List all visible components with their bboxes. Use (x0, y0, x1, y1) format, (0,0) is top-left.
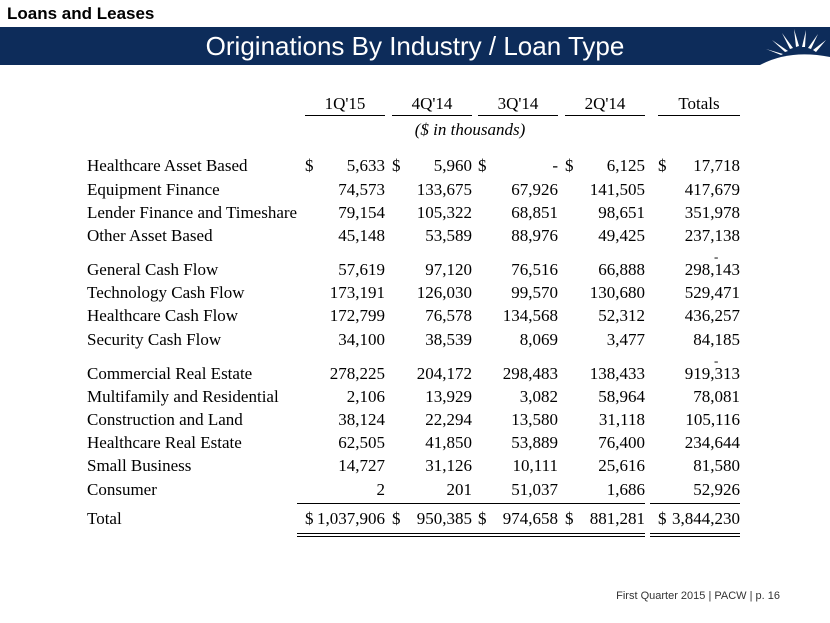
cell-value: 31,126 (425, 456, 472, 475)
currency-symbol: $ (305, 156, 314, 175)
table-cell (478, 433, 558, 457)
cell-value: 78,081 (693, 387, 740, 406)
table-cell (392, 509, 472, 533)
table-cell (392, 364, 472, 388)
cell-value: 298,143 (684, 260, 740, 279)
cell-value: 68,851 (511, 203, 558, 222)
table-row (0, 364, 830, 388)
cell-value: 2,106 (346, 387, 385, 406)
table-cell (392, 260, 472, 284)
cell-value: 3,082 (519, 387, 558, 406)
table-cell (392, 226, 472, 250)
cell-value: 5,633 (346, 156, 385, 175)
table-cell (392, 203, 472, 227)
total-double-rule (470, 536, 558, 537)
cell-value: 98,651 (598, 203, 645, 222)
table-cell (658, 410, 740, 434)
currency-symbol: $ (565, 156, 574, 175)
cell-value: 25,616 (598, 456, 645, 475)
cell-value: 6,125 (606, 156, 645, 175)
row-label: Small Business (87, 456, 192, 475)
subtotal-rule (650, 503, 740, 504)
cell-value: 974,658 (502, 509, 558, 528)
subtotal-rule (557, 503, 645, 504)
table-cell (658, 226, 740, 250)
cell-value: 49,425 (598, 226, 645, 245)
table-cell (478, 456, 558, 480)
table-cell (305, 433, 385, 457)
cell-value: 278,225 (329, 364, 385, 383)
cell-value: 76,578 (425, 306, 472, 325)
cell-value: 417,679 (684, 180, 740, 199)
table-cell (565, 283, 645, 307)
row-label: Equipment Finance (87, 180, 220, 199)
table-cell (392, 456, 472, 480)
cell-value: 950,385 (416, 509, 472, 528)
cell-value: 204,172 (416, 364, 472, 383)
total-double-rule (650, 533, 740, 534)
table-cell (565, 306, 645, 330)
table-cell (478, 156, 558, 180)
total-double-rule (384, 533, 472, 534)
cell-value: 105,116 (685, 410, 740, 429)
header-underline (392, 115, 472, 116)
cell-value: 5,960 (433, 156, 472, 175)
cell-value: 74,573 (338, 180, 385, 199)
table-cell (565, 330, 645, 354)
cell-value: 57,619 (338, 260, 385, 279)
table-cell (305, 283, 385, 307)
units-note: ($ in thousands) (414, 120, 526, 139)
header-underline (658, 115, 740, 116)
row-label: Commercial Real Estate (87, 364, 253, 383)
cell-value: 881,281 (589, 509, 645, 528)
table-cell (305, 330, 385, 354)
total-row (0, 509, 830, 533)
row-label: Other Asset Based (87, 226, 213, 245)
cell-value: 67,926 (511, 180, 558, 199)
header-underline (478, 115, 558, 116)
table-cell (392, 156, 472, 180)
total-double-rule (470, 533, 558, 534)
cell-value: 8,069 (519, 330, 558, 349)
table-cell (658, 364, 740, 388)
table-cell (658, 387, 740, 411)
table-cell (658, 156, 740, 180)
table-row (0, 156, 830, 180)
section-label: Loans and Leases (7, 4, 155, 23)
cell-value: 45,148 (338, 226, 385, 245)
table-cell (305, 364, 385, 388)
table-cell (658, 180, 740, 204)
table-row (0, 260, 830, 284)
cell-value: 234,644 (684, 433, 740, 452)
table-cell (478, 509, 558, 533)
table-row (0, 330, 830, 354)
stray-mark: - (714, 353, 719, 368)
cell-value: 76,516 (511, 260, 558, 279)
row-label: Lender Finance and Timeshare (87, 203, 298, 222)
subtotal-rule (297, 503, 385, 504)
col-header-3q14: 3Q'14 (497, 94, 539, 113)
table-cell (658, 509, 740, 533)
table-cell (478, 203, 558, 227)
row-label: Construction and Land (87, 410, 243, 429)
row-label: General Cash Flow (87, 260, 219, 279)
table-cell (565, 364, 645, 388)
cell-value: 52,312 (598, 306, 645, 325)
cell-value: 41,850 (425, 433, 472, 452)
cell-value: 919,313 (684, 364, 740, 383)
cell-value: 13,929 (425, 387, 472, 406)
cell-value: 298,483 (502, 364, 558, 383)
cell-value: 31,118 (598, 410, 645, 429)
cell-value: 51,037 (511, 480, 558, 499)
table-cell (305, 180, 385, 204)
table-cell (565, 410, 645, 434)
row-label: Healthcare Cash Flow (87, 306, 239, 325)
col-header-4q14: 4Q'14 (411, 94, 453, 113)
table-cell (658, 260, 740, 284)
row-label: Healthcare Asset Based (87, 156, 248, 175)
cell-value: 105,322 (416, 203, 472, 222)
cell-value: 1,686 (606, 480, 645, 499)
total-double-rule (384, 536, 472, 537)
table-cell (565, 509, 645, 533)
table-cell (658, 480, 740, 504)
table-cell (305, 410, 385, 434)
cell-value: 53,889 (511, 433, 558, 452)
table-cell (392, 180, 472, 204)
table-cell (658, 203, 740, 227)
table-cell (305, 456, 385, 480)
cell-value: 130,680 (589, 283, 645, 302)
cell-value: 134,568 (502, 306, 558, 325)
header-underline (565, 115, 645, 116)
page-title: Originations By Industry / Loan Type (205, 31, 625, 61)
col-header-2q14: 2Q'14 (584, 94, 626, 113)
table-row (0, 410, 830, 434)
cell-value: 52,926 (693, 480, 740, 499)
table-cell (305, 387, 385, 411)
table-cell (658, 330, 740, 354)
table-cell (305, 156, 385, 180)
table-cell (392, 480, 472, 504)
cell-value: 99,570 (511, 283, 558, 302)
table-cell (478, 364, 558, 388)
row-label: Technology Cash Flow (87, 283, 245, 302)
table-cell (392, 387, 472, 411)
cell-value: 3,477 (606, 330, 645, 349)
row-label: Security Cash Flow (87, 330, 222, 349)
title-banner (0, 27, 830, 65)
table-row (0, 387, 830, 411)
cell-value: 22,294 (425, 410, 472, 429)
currency-symbol: $ (392, 509, 401, 528)
subtotal-rule (470, 503, 558, 504)
cell-value: 351,978 (684, 203, 740, 222)
table-cell (478, 283, 558, 307)
table-cell (478, 387, 558, 411)
cell-value: 66,888 (598, 260, 645, 279)
cell-value: 58,964 (598, 387, 645, 406)
cell-value: 2 (376, 480, 385, 499)
table-cell (392, 306, 472, 330)
cell-value: 133,675 (416, 180, 472, 199)
total-double-rule (557, 536, 645, 537)
table-cell (565, 456, 645, 480)
table-row (0, 480, 830, 504)
table-cell (392, 410, 472, 434)
table-cell (478, 306, 558, 330)
total-double-rule (297, 533, 385, 534)
table-cell (658, 433, 740, 457)
row-label: Total (87, 509, 122, 528)
table-cell (305, 509, 385, 533)
table-cell (392, 283, 472, 307)
cell-value: 138,433 (589, 364, 645, 383)
table-cell (392, 330, 472, 354)
currency-symbol: $ (478, 156, 487, 175)
table-cell (565, 156, 645, 180)
cell-value: 34,100 (338, 330, 385, 349)
total-double-rule (650, 536, 740, 537)
row-label: Healthcare Real Estate (87, 433, 242, 452)
col-header-1q15: 1Q'15 (324, 94, 366, 113)
table-cell (478, 260, 558, 284)
cell-value: 201 (446, 480, 472, 499)
currency-symbol: $ (658, 509, 667, 528)
table-row (0, 283, 830, 307)
cell-value: 97,120 (425, 260, 472, 279)
cell-value: 38,124 (338, 410, 385, 429)
cell-value: - (552, 156, 558, 175)
cell-value: 79,154 (338, 203, 385, 222)
total-double-rule (557, 533, 645, 534)
stray-mark: - (714, 249, 719, 264)
table-cell (478, 330, 558, 354)
table-cell (565, 260, 645, 284)
currency-symbol: $ (478, 509, 487, 528)
cell-value: 17,718 (693, 156, 740, 175)
table-cell (478, 180, 558, 204)
cell-value: 14,727 (338, 456, 385, 475)
table-row (0, 306, 830, 330)
starburst-logo-icon (750, 27, 830, 65)
cell-value: 53,589 (425, 226, 472, 245)
table-cell (305, 260, 385, 284)
footer: First Quarter 2015 | PACW | p. 16 (616, 590, 780, 602)
cell-value: 13,580 (511, 410, 558, 429)
cell-value: 529,471 (684, 283, 740, 302)
cell-value: 38,539 (425, 330, 472, 349)
table-cell (305, 203, 385, 227)
table-cell (478, 410, 558, 434)
table-row (0, 203, 830, 227)
cell-value: 81,580 (693, 456, 740, 475)
table-row (0, 226, 830, 250)
table-cell (565, 480, 645, 504)
table-cell (565, 180, 645, 204)
cell-value: 3,844,230 (672, 509, 740, 528)
table-cell (305, 480, 385, 504)
col-header-totals: Totals (678, 94, 720, 113)
table-cell (478, 226, 558, 250)
table-cell (478, 480, 558, 504)
table-cell (565, 433, 645, 457)
currency-symbol: $ (565, 509, 574, 528)
table-cell (658, 306, 740, 330)
cell-value: 10,111 (512, 456, 558, 475)
currency-symbol: $ (658, 156, 667, 175)
cell-value: 172,799 (329, 306, 385, 325)
currency-symbol: $ (392, 156, 401, 175)
table-cell (658, 283, 740, 307)
table-cell (565, 387, 645, 411)
cell-value: 126,030 (416, 283, 472, 302)
cell-value: 1,037,906 (317, 509, 385, 528)
total-double-rule (297, 536, 385, 537)
table-cell (565, 226, 645, 250)
header-underline (305, 115, 385, 116)
cell-value: 237,138 (684, 226, 740, 245)
cell-value: 173,191 (329, 283, 385, 302)
table-cell (305, 306, 385, 330)
table-row (0, 433, 830, 457)
row-label: Multifamily and Residential (87, 387, 279, 406)
cell-value: 76,400 (598, 433, 645, 452)
cell-value: 62,505 (338, 433, 385, 452)
cell-value: 84,185 (693, 330, 740, 349)
row-label: Consumer (87, 480, 157, 499)
cell-value: 141,505 (589, 180, 645, 199)
table-cell (305, 226, 385, 250)
cell-value: 436,257 (684, 306, 740, 325)
table-row (0, 180, 830, 204)
subtotal-rule (384, 503, 472, 504)
table-cell (392, 433, 472, 457)
table-cell (658, 456, 740, 480)
table-cell (565, 203, 645, 227)
cell-value: 88,976 (511, 226, 558, 245)
table-row (0, 456, 830, 480)
currency-symbol: $ (305, 509, 314, 528)
